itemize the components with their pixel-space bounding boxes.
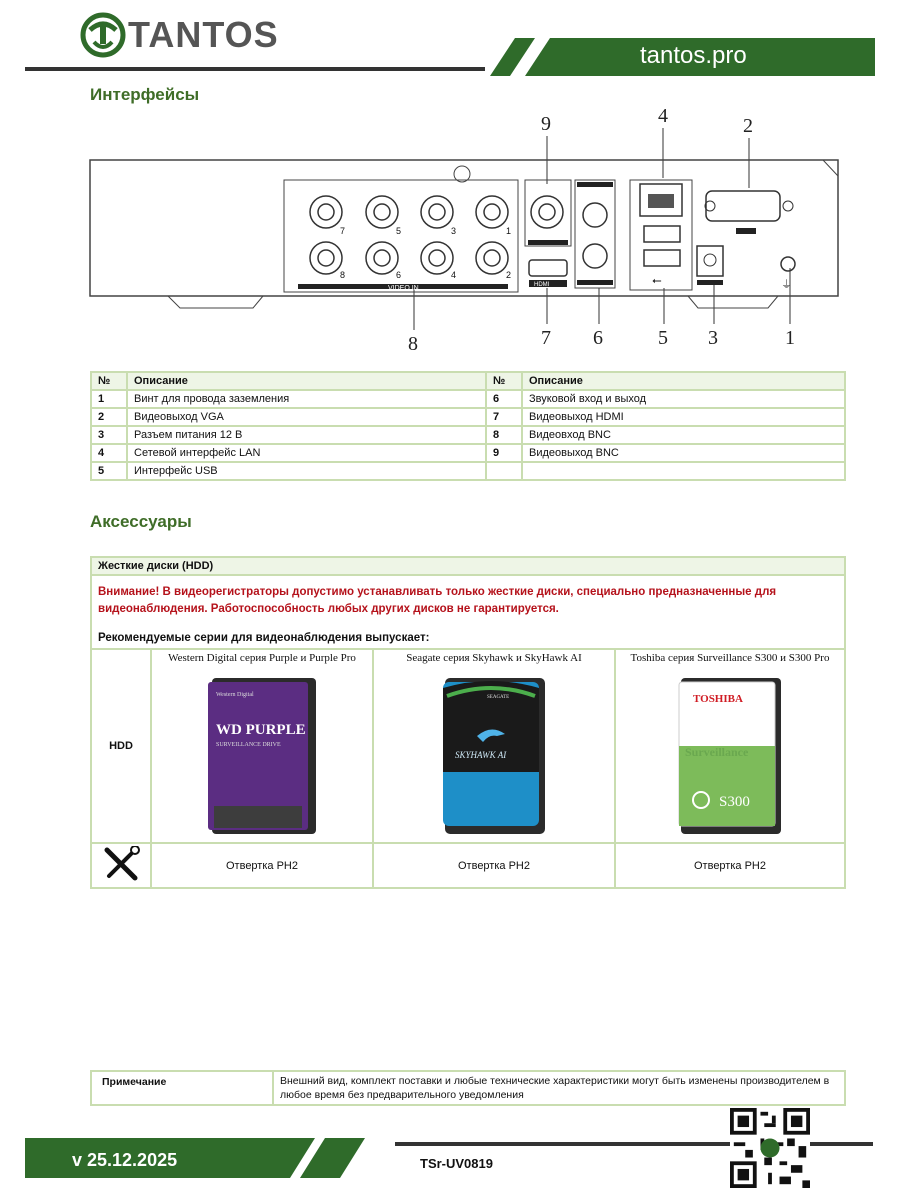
brand-toshiba: Toshiba серия Surveillance S300 и S300 Pro TOSHIBA Surveillance S300 — [615, 649, 845, 843]
svg-text:⭠: ⭠ — [652, 273, 662, 287]
tool-cell: Отвертка PH2 — [615, 843, 845, 888]
callout-7: 7 — [541, 327, 551, 349]
wd-purple-drive-image — [202, 676, 322, 836]
header-divider — [25, 67, 485, 71]
callout-1: 1 — [785, 327, 795, 349]
svg-text:1: 1 — [506, 226, 512, 236]
svg-text:7: 7 — [340, 226, 346, 236]
svg-text:HDMI: HDMI — [534, 282, 550, 288]
svg-text:Surveillance: Surveillance — [685, 745, 749, 759]
table-header-row: № Описание № Описание — [91, 372, 845, 390]
callout-9: 9 — [541, 113, 551, 135]
callout-8: 8 — [408, 333, 418, 355]
tool-cell: Отвертка PH2 — [373, 843, 615, 888]
callout-4: 4 — [658, 108, 668, 127]
hdd-header: Жесткие диски (HDD) — [91, 557, 845, 575]
svg-text:Western Digital: Western Digital — [216, 692, 254, 698]
tools-icon-cell — [91, 843, 151, 888]
rear-panel-diagram — [88, 108, 848, 358]
table-row: 1 Винт для провода заземления 6 Звуковой вход и выход — [91, 390, 845, 408]
recommended-label: Рекомендуемые серии для видеонаблюдения выпускает: — [98, 632, 430, 644]
tool-cell: Отвертка PH2 — [151, 843, 373, 888]
note-label: Примечание — [91, 1071, 273, 1105]
svg-text:⏚: ⏚ — [781, 279, 792, 291]
table-row: 4 Сетевой интерфейс LAN 9 Видеовыход BNC — [91, 444, 845, 462]
svg-text:TOSHIBA: TOSHIBA — [693, 693, 743, 705]
hdd-warning: Внимание! В видеорегистраторы допустимо устанавливать только жесткие диски, специально предназначенные для видеонаблюдения. Работоспособность любых других дисков не гарантируется. — [98, 586, 777, 615]
model-label: TSr-UV0819 — [420, 1156, 493, 1171]
screwdriver-wrench-icon — [101, 846, 141, 882]
brand-seagate: Seagate серия Skyhawk и SkyHawk AI SEAGATE SKYHAWK AI — [373, 649, 615, 843]
callout-3: 3 — [708, 327, 718, 349]
interfaces-title: Интерфейсы — [90, 85, 200, 104]
svg-text:SKYHAWK AI: SKYHAWK AI — [455, 750, 507, 760]
svg-text:4: 4 — [451, 270, 457, 280]
accessories-title: Аксессуары — [90, 512, 192, 531]
table-row: 2 Видеовыход VGA 7 Видеовыход HDMI — [91, 408, 845, 426]
callout-6: 6 — [593, 327, 603, 349]
svg-text:SEAGATE: SEAGATE — [487, 695, 510, 700]
seagate-skyhawk-drive-image — [439, 676, 549, 836]
svg-text:SURVEILLANCE DRIVE: SURVEILLANCE DRIVE — [216, 742, 281, 748]
accessories-table — [90, 556, 846, 889]
table-row: 3 Разъем питания 12 В 8 Видеовход BNC — [91, 426, 845, 444]
qr-code-icon — [730, 1108, 810, 1188]
brand-name: TANTOS — [128, 14, 279, 55]
svg-text:2: 2 — [506, 270, 512, 280]
note-table — [90, 1070, 846, 1106]
svg-text:3: 3 — [451, 226, 457, 236]
svg-text:5: 5 — [396, 226, 402, 236]
site-url[interactable]: tantos.pro — [640, 42, 747, 69]
version-label: v 25.12.2025 — [72, 1150, 178, 1170]
svg-text:WD PURPLE: WD PURPLE — [216, 722, 306, 738]
svg-text:6: 6 — [396, 270, 402, 280]
hdd-row-label: HDD — [91, 649, 151, 843]
svg-text:8: 8 — [340, 270, 346, 280]
toshiba-s300-drive-image — [675, 676, 785, 836]
brand-wd: Western Digital серия Purple и Purple Pro Western Digital WD PURPLE SURVEILLANCE DRIVE — [151, 649, 373, 843]
note-text: Внешний вид, комплект поставки и любые технические характеристики могут быть изменены производителем в любое время без предварительного уведомления — [273, 1071, 845, 1105]
svg-text:VIDEO IN: VIDEO IN — [388, 285, 419, 292]
interfaces-table — [90, 371, 846, 481]
callout-2: 2 — [743, 115, 753, 137]
table-row: 5 Интерфейс USB — [91, 462, 845, 480]
callout-5: 5 — [658, 327, 668, 349]
tantos-logo-icon — [80, 12, 126, 58]
svg-text:S300: S300 — [719, 794, 750, 810]
